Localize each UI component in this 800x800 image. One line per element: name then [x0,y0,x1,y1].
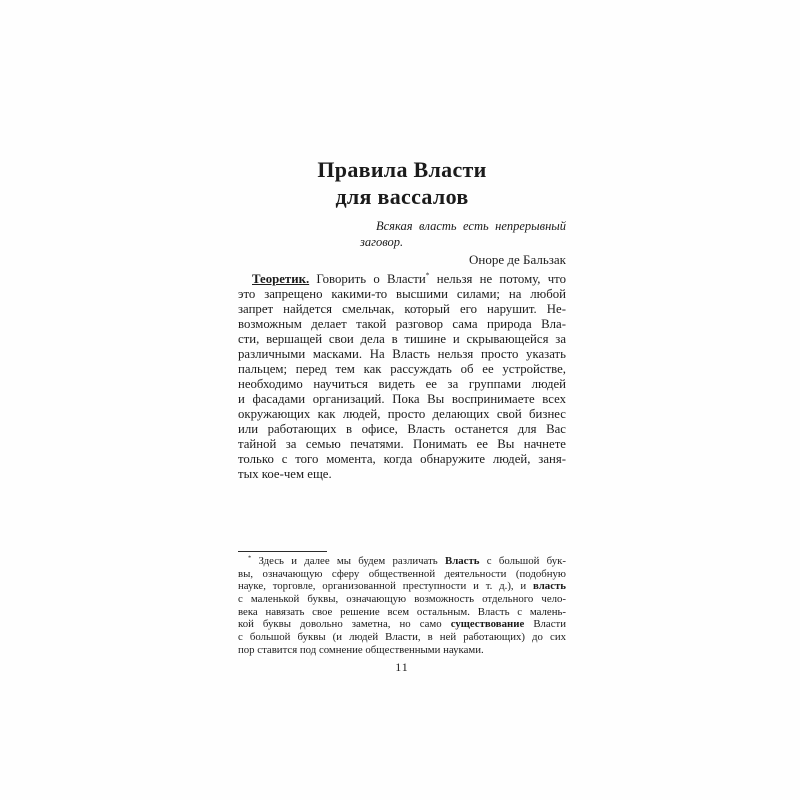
text-line: возможным делает такой разговор сама природа Вла- [238,317,566,331]
text-line: тых кое-чем еще. [238,467,332,481]
text-line: Теоретик. Говорить о Власти* нельзя не потому, что [252,270,566,286]
text-line: Всякая власть есть непрерывный [376,219,566,233]
text-line: науке, торговле, организованной преступности и т. д.), и власть [238,580,566,593]
chapter-title-line2: для вассалов [335,184,469,209]
text-line: или работающих в офисе, Власть останется для Вас [238,422,566,436]
chapter-title-line1: Правила Власти [317,157,487,182]
text-line: века навязать свое решение всем остальным. Власть с малень- [238,605,566,618]
text-line: кой буквы довольно заметна, но само существование Власти [238,618,566,631]
footnote-separator [238,551,327,552]
epigraph-attribution: Оноре де Бальзак [469,252,566,267]
footnote-text [238,555,566,657]
text-line: сти, вершащей свои дела в тишине и скрывающейся за [238,332,566,346]
text-line: это запрещено какими-то высшими силами; на любой [238,287,566,301]
body-paragraph [238,272,566,482]
text-line: пор ставится под сомнение общественными науками. [238,643,484,656]
text-line: запрет найдется смельчак, который его нарушит. Не- [238,302,566,316]
text-line: окружающих как людей, просто делающих свой бизнес [238,407,566,421]
epigraph [360,219,566,250]
text-line: только с того момента, когда обнаружите людей, заня- [238,452,566,466]
footnote [238,551,566,657]
page-number: 11 [395,660,409,674]
text-line: заговор. [360,234,404,249]
text-line: с большой буквы (и людей Власти, в ней работающих) до сих [238,631,566,644]
text-line: и фасадами организаций. Пока Вы воспринимаете всех [238,392,566,406]
text-line: тайной за семью печатями. Понимать ее Вы начнете [238,437,566,451]
text-line: пальцем; перед тем как рассуждать об ее устройстве, [238,362,566,376]
text-line: вы, означающую сферу общественной деятельности (подобную [238,567,566,580]
text-line: различными масками. На Власть нельзя просто указать [238,347,566,361]
text-line: необходимо научиться видеть ее за группами людей [238,377,566,391]
text-line: * Здесь и далее мы будем различать Власть с большой бук- [248,554,566,567]
text-line: с маленькой буквы, означающую возможность отдельного чело- [238,593,566,606]
chapter-title [238,156,566,210]
